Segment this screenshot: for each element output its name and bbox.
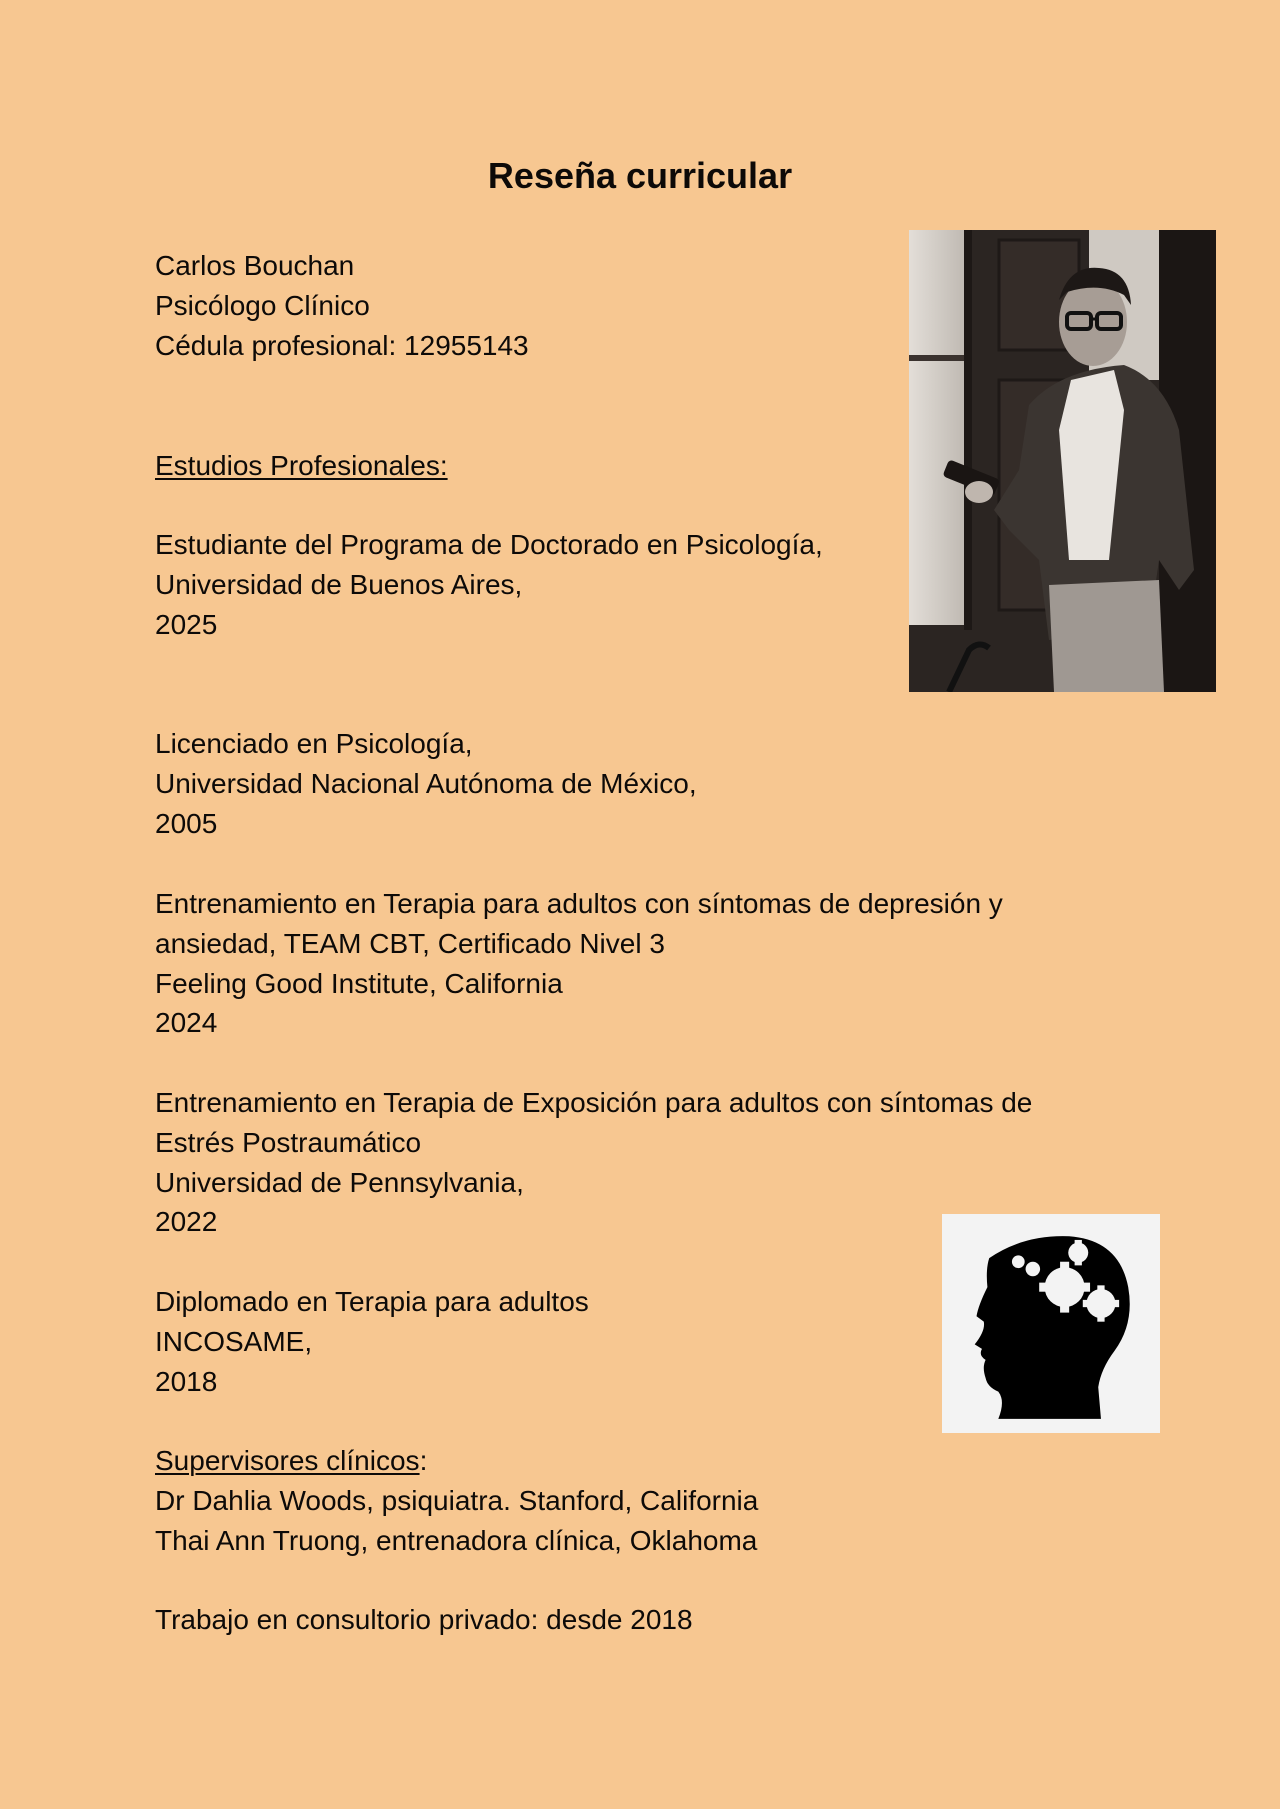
study-year: 2018 [155, 1366, 218, 1397]
profession: Psicólogo Clínico [155, 290, 370, 321]
supervisor-item: Dr Dahlia Woods, psiquiatra. Stanford, California [155, 1485, 759, 1516]
head-silhouette-icon [942, 1214, 1160, 1433]
supervisor-item: Thai Ann Truong, entrenadora clínica, Oklahoma [155, 1525, 758, 1556]
study-line: INCOSAME, [155, 1326, 313, 1357]
person-name: Carlos Bouchan [155, 250, 355, 281]
studies-heading: Estudios Profesionales: [155, 450, 448, 481]
study-line: ansiedad, TEAM CBT, Certificado Nivel 3 [155, 928, 665, 959]
supervisors-heading-colon: : [419, 1445, 428, 1476]
study-line: Entrenamiento en Terapia de Exposición para adultos con síntomas de [155, 1087, 1033, 1118]
study-year: 2025 [155, 609, 218, 640]
study-year: 2005 [155, 808, 218, 839]
study-year: 2024 [155, 1007, 218, 1038]
study-line: Estudiante del Programa de Doctorado en Psicología, [155, 529, 823, 560]
license-number: Cédula profesional: 12955143 [155, 330, 529, 361]
study-line: Diplomado en Terapia para adultos [155, 1286, 589, 1317]
supervisors-heading [155, 1441, 427, 1481]
study-line: Universidad de Pennsylvania, [155, 1167, 524, 1198]
study-line: Universidad de Buenos Aires, [155, 569, 523, 600]
head-with-gears-icon [942, 1214, 1160, 1433]
study-line: Licenciado en Psicología, [155, 728, 473, 759]
page-title: Reseña curricular [487, 155, 793, 196]
private-practice: Trabajo en consultorio privado: desde 2018 [155, 1604, 693, 1635]
portrait-illustration [909, 230, 1216, 692]
supervisors-heading-text: Supervisores clínicos [155, 1445, 420, 1476]
study-line: Feeling Good Institute, California [155, 968, 563, 999]
portrait-photo [909, 230, 1216, 692]
study-year: 2022 [155, 1206, 218, 1237]
study-line: Entrenamiento en Terapia para adultos con síntomas de depresión y [155, 888, 1003, 919]
study-line: Universidad Nacional Autónoma de México, [155, 768, 697, 799]
study-line: Estrés Postraumático [155, 1127, 422, 1158]
